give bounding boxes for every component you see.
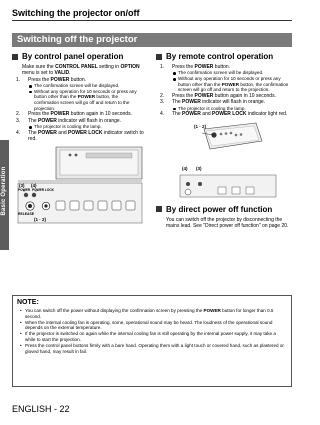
heading-text: By control panel operation <box>22 52 124 61</box>
side-tab <box>0 140 9 250</box>
heading-text: By direct power off function <box>166 204 273 214</box>
step-1-bullet-1: The confirmation screen will be displayed. <box>156 70 292 76</box>
callout-1-2: (1 · 2) <box>34 217 47 223</box>
remote-illustration <box>196 121 266 161</box>
right-column <box>156 52 292 229</box>
remote-control-heading <box>156 52 292 61</box>
page-title: Switching the projector on/off <box>12 8 140 18</box>
step-1-bullet-1: The confirmation screen will be displayed. <box>12 83 144 89</box>
page-header <box>12 8 292 21</box>
power-lock-label: POWER LOCK <box>32 188 54 193</box>
note-box <box>12 295 292 387</box>
header-rule <box>12 20 292 21</box>
direct-power-off-heading <box>156 205 292 214</box>
heading-text: By remote control operation <box>166 52 274 61</box>
note-item-4: • Press the control panel buttons firmly with a bare hand. Operating them with a light touch or covered hand, such as plastered or gloved hand, may result in fail. <box>17 343 287 355</box>
square-bullet-icon <box>156 54 162 60</box>
side-tab-label: Basic Operation <box>1 166 7 216</box>
step-1: 1. Press the POWER button. <box>16 76 87 83</box>
page-number: ENGLISH - 22 <box>12 404 70 414</box>
step-1: 1. Press the POWER button. <box>160 64 231 70</box>
left-column <box>12 52 144 227</box>
control-panel-heading <box>12 52 144 61</box>
step-2: 2. Press the POWER button again in 10 seconds. <box>16 111 132 118</box>
indicator-panel-illustration <box>178 165 278 199</box>
note-item-3: • If the projector is switched on again while the internal cooling fan is still operating by the internal power supply, it may take a while to start the projection. <box>17 331 287 343</box>
callout-4: (4) <box>31 183 37 189</box>
square-bullet-icon <box>156 206 162 212</box>
section-banner: Switching off the projector <box>12 33 292 47</box>
indicator-figure <box>178 165 278 199</box>
note-item-1: • You can switch off the power without displaying the confirmation screen by pressing the POWER button for longer than 0.5 second. <box>17 308 287 320</box>
direct-power-off-text: You can switch off the projector by disconnecting the mains lead. See "Direct power off function" on page 20. <box>166 216 289 229</box>
step-1-bullet-2: Without any operation for 10 seconds or press any button other than the POWER button, the confirmation screen will go off and return to the projection. <box>156 76 292 93</box>
callout-4: (4) <box>182 165 188 171</box>
release-label: RELEASE <box>18 212 35 217</box>
note-heading: NOTE: <box>17 299 39 306</box>
control-panel-figure <box>16 145 144 227</box>
remote-control-figure <box>196 121 266 161</box>
callout-3: (3) <box>196 165 202 171</box>
callout-3: (3) <box>19 183 25 189</box>
step-2: 2. Press the POWER button again in 10 seconds. <box>160 92 276 99</box>
step-3-bullet: The projector is cooling the lamp. <box>12 124 144 130</box>
square-bullet-icon <box>12 54 18 60</box>
step-1-bullet-2: Without any operation for 10 seconds or press any button other than the POWER button, the confirmation screen will go off and return to the projection. <box>12 89 144 111</box>
step-3: 3. The POWER indicator will flash in orange. <box>16 117 122 124</box>
step-4: 4. The POWER and POWER LOCK indicator light red. <box>160 111 288 118</box>
power-label: POWER <box>18 188 31 193</box>
step-3: 3. The POWER indicator will flash in orange. <box>160 99 266 106</box>
step-3-bullet: The projector is cooling the lamp. <box>156 106 292 112</box>
callout-1-2: (1 · 2) <box>194 123 207 129</box>
intro-paragraph: Make sure the CONTROL PANEL setting in OPTION menu is set to VALID. <box>22 64 140 77</box>
note-item-2: • When the internal cooling fan is operating, some, operational sound may be heard. The loudness of the operational sound depends on the external temperature. <box>17 320 287 332</box>
step-4: 4. The POWER and POWER LOCK indicator switch to red. <box>16 129 144 142</box>
